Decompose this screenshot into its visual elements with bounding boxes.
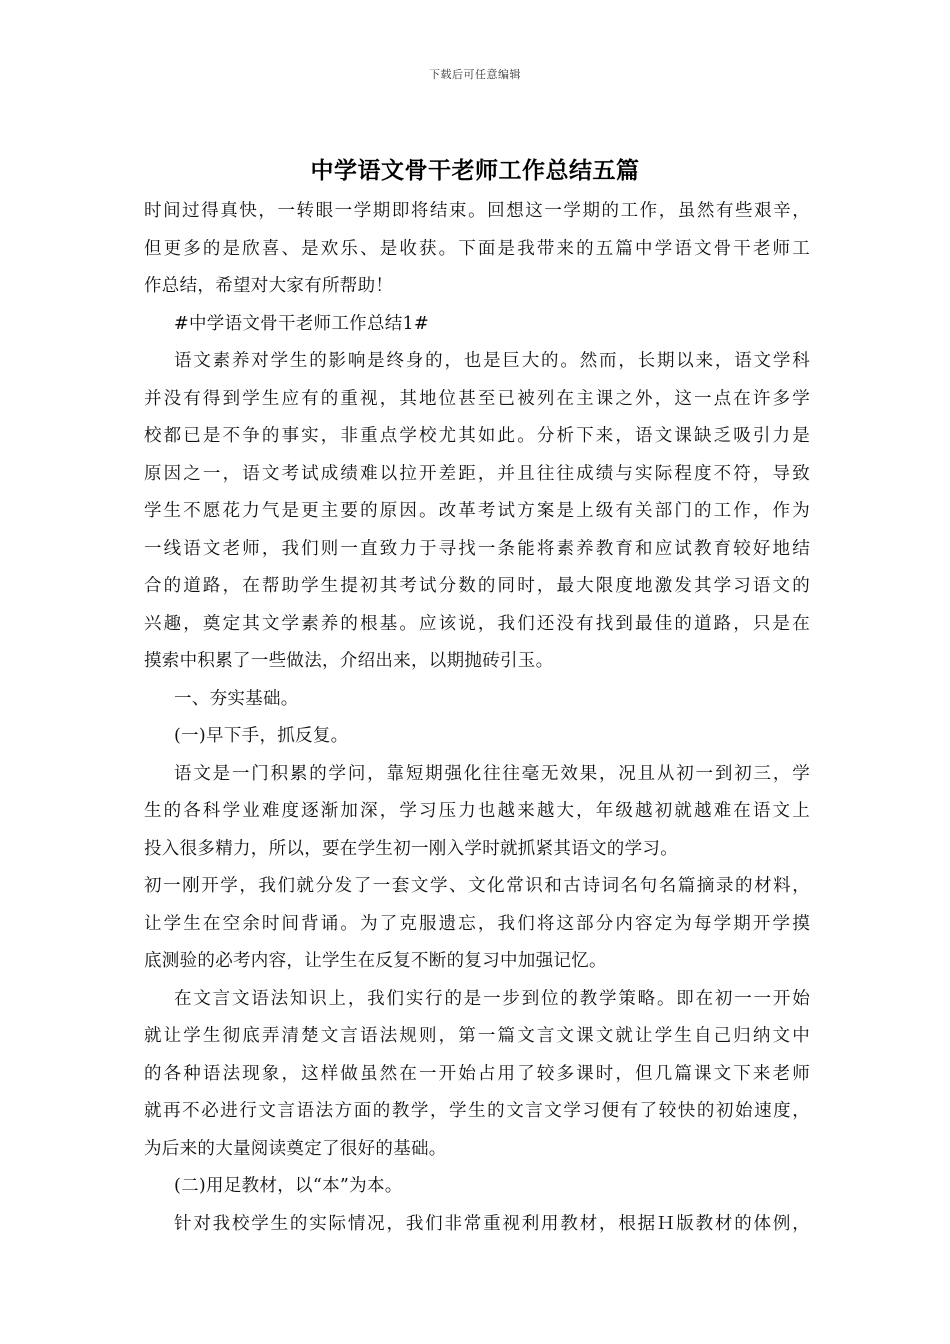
text-line: 就让学生彻底弄清楚文言语法规则，第一篇文言文课文就让学生自己归纳文中 [144,1026,810,1046]
text-line: 语文是一门积累的学问，靠短期强化往往毫无效果，况且从初一到初三，学 [174,763,810,784]
text-line: 摸索中积累了一些做法，介绍出来，以期抛砖引玉。 [144,651,554,671]
text-line: 投入很多精力，所以，要在学生初一刚入学时就抓紧其语文的学习。 [144,838,678,859]
text-line: 让学生在空余时间背诵。为了克服遗忘，我们将这部分内容定为每学期开学摸 [144,913,810,934]
text-line: 并没有得到学生应有的重视，其地位甚至已被列在主课之外，这一点在许多学 [144,388,810,409]
text-line: 但更多的是欣喜、是欢乐、是收获。下面是我带来的五篇中学语文骨干老师工 [144,238,810,259]
text-line: 初一刚开学，我们就分发了一套文学、文化常识和古诗词名句名篇摘录的材料， [144,876,810,896]
text-line: 学生不愿花力气是更主要的原因。改革考试方案是上级有关部门的工作，作为 [144,501,810,521]
text-line: 就再不必进行文言语法方面的教学，学生的文言文学习便有了较快的初始速度， [144,1101,810,1121]
text-line: 作总结，希望对大家有所帮助！ [144,276,394,296]
text-line: 原因之一，语文考试成绩难以拉开差距，并且往往成绩与实际程度不符，导致 [144,463,810,484]
subheading: (一)早下手，抓反复。 [174,726,349,746]
document-title: 中学语文骨干老师工作总结五篇 [310,157,640,184]
subheading: 一、夯实基础。 [174,688,299,709]
text-line: 底测验的必考内容，让学生在反复不断的复习中加强记忆。 [144,951,607,971]
text-line: 为后来的大量阅读奠定了很好的基础。 [144,1138,447,1159]
text-line: 在文言文语法知识上，我们实行的是一步到位的教学策略。即在初一一开始 [174,988,810,1009]
text-line: 兴趣，奠定其文学素养的根基。应该说，我们还没有找到最佳的道路，只是在 [144,613,810,634]
text-line: 生的各科学业难度逐渐加深，学习压力也越来越大，年级越初就越难在语文上 [144,801,810,821]
header-note: 下载后可任意编辑 [429,68,521,81]
subheading: (二)用足教材，以“本”为本。 [174,1176,403,1196]
text-line: 时间过得真快，一转眼一学期即将结束。回想这一学期的工作，虽然有些艰辛， [144,201,810,221]
text-line: 校都已是不争的事实，非重点学校尤其如此。分析下来，语文课缺乏吸引力是 [144,426,810,446]
text-line: 的各种语法现象，这样做虽然在一开始占用了较多课时，但几篇课文下来老师 [144,1063,810,1084]
section-heading: #中学语文骨干老师工作总结1# [174,313,429,334]
text-line: 针对我校学生的实际情况，我们非常重视利用教材，根据Ｈ版教材的体例， [174,1213,810,1234]
body-text [144,193,810,1243]
text-line: 一线语文老师，我们则一直致力于寻找一条能将素养教育和应试教育较好地结 [144,538,810,559]
text-line: 语文素养对学生的影响是终身的，也是巨大的。然而，长期以来，语文学科 [174,351,810,371]
text-line: 合的道路，在帮助学生提初其考试分数的同时，最大限度地激发其学习语文的 [144,576,810,596]
